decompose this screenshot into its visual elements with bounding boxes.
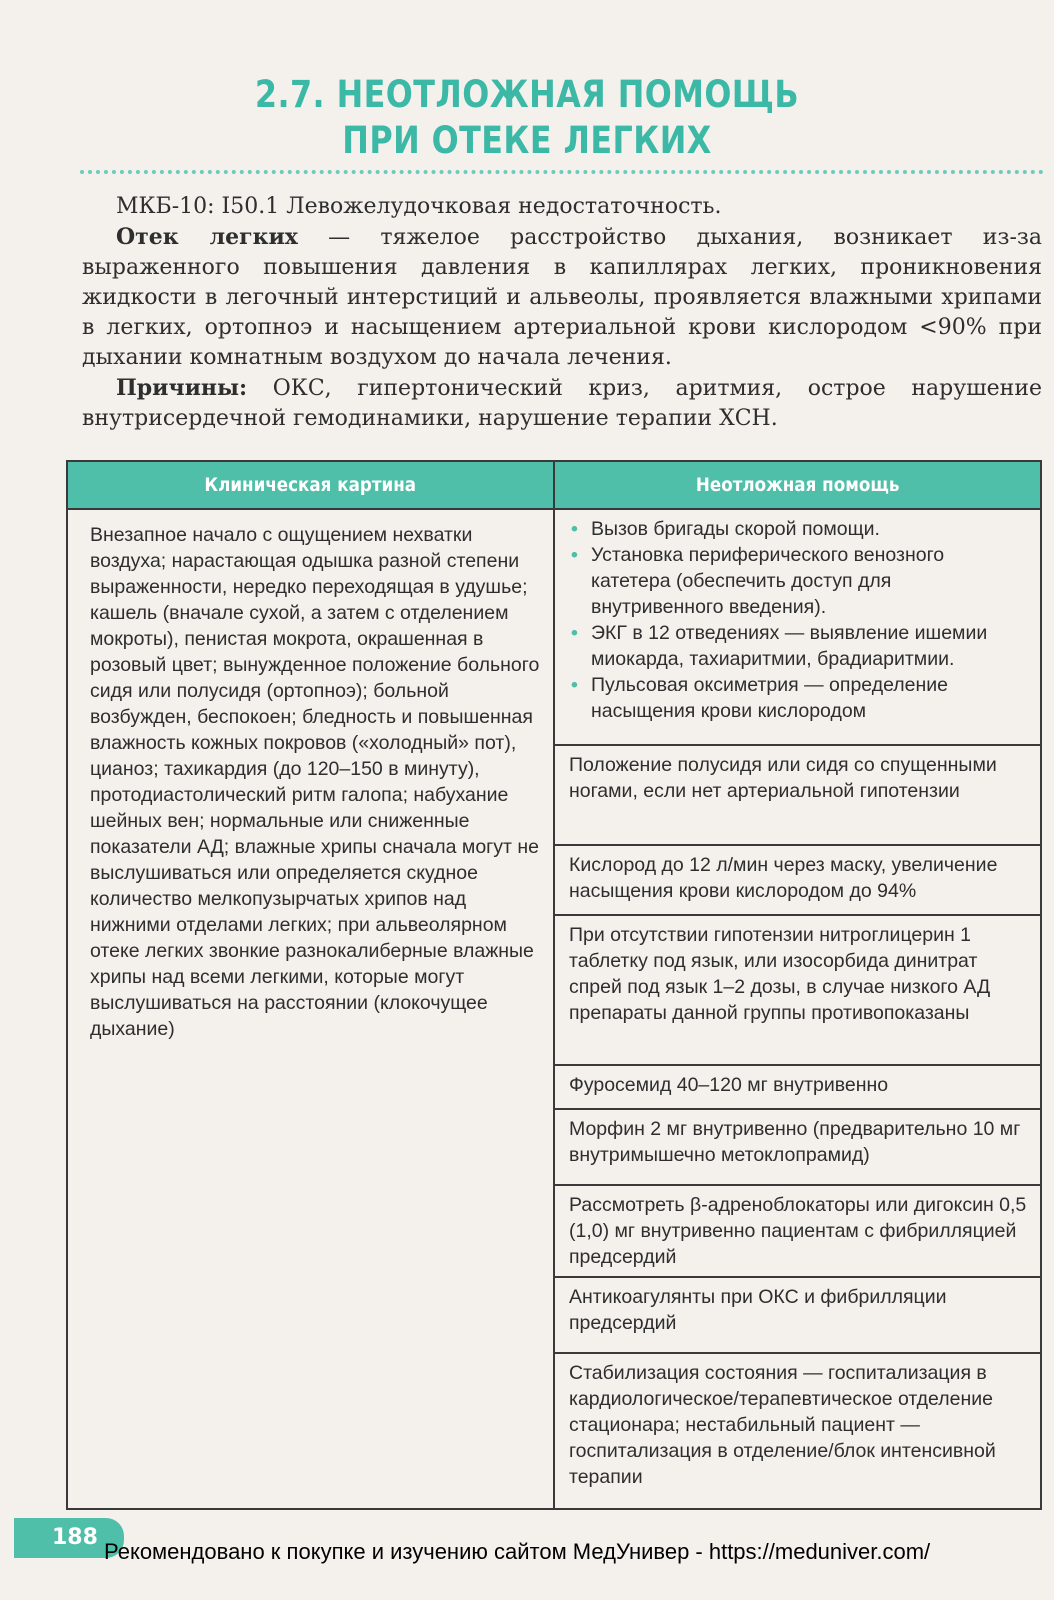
watermark-text: Рекомендовано к покупке и изучению сайтом МедУнивер - https://meduniver.com/ bbox=[104, 1539, 931, 1564]
definition-paragraph bbox=[82, 222, 1042, 373]
icd-code-paragraph: МКБ-10: I50.1 Левожелудочковая недостаточность. bbox=[116, 194, 722, 219]
section-title-line-1: 2.7. НЕОТЛОЖНАЯ ПОМОЩЬ bbox=[254, 73, 800, 116]
first-aid-row: Морфин 2 мг внутривенно (предварительно 10 мг внутримышечно метоклопрамид) bbox=[554, 1109, 1041, 1185]
first-aid-row: Положение полусидя или сидя со спущенными ногами, если нет артериальной гипотензии bbox=[554, 745, 1041, 845]
definition-text: — тяжелое расстройство дыхания, возникает из-за выраженного повышения давления в капиллярах легких, проникновения жидкости в легочный интерстиций и альвеолы, проявляется влажными хрипами в легких, ортопноэ и насыщением артериальной крови кислородом <90% при дыхании комнатным воздухом до начала лечения. bbox=[82, 225, 1043, 370]
section-title bbox=[74, 72, 980, 164]
first-aid-row: При отсутствии гипотензии нитроглицерин 1 таблетку под язык, или изосорбида динитрат спрей под язык 1–2 дозы, в случае низкого АД препараты данной группы противопоказаны bbox=[554, 915, 1041, 1065]
list-item: • ЭКГ в 12 отведениях — выявление ишемии миокарда, тахиаритмии, брадиаритмии. bbox=[569, 620, 1028, 672]
causes-paragraph bbox=[82, 373, 1042, 434]
clinical-picture-cell: Внезапное начало с ощущением нехватки воздуха; нарастающая одышка разной степени выраженности, нередко переходящая в удушье; кашель (вначале сухой, а затем с отделением мокроты), пенистая мокрота, окрашенная в розовый цвет; вынужденное положение больного сидя или полусидя (ортопноэ); больной возбужден, беспокоен; бледность и повышенная влажность кожных покровов («холодный» пот), цианоз; тахикардия (до 120–150 в минуту), протодиастолический ритм галопа; набухание шейных вен; нормальные или сниженные показатели АД; влажные хрипы сначала могут не выслушиваться или определяется скудное количество мелкопузырчатых хрипов над нижними отделами легких; при альвеолярном отеке легких звонкие разнокалиберные влажные хрипы над всеми легкими, которые могут выслушиваться на расстоянии (клокочущее дыхание) bbox=[67, 509, 554, 1509]
header-clinical-picture: Клиническая картина bbox=[67, 461, 554, 509]
first-aid-table bbox=[66, 460, 1042, 1510]
causes-term: Причины: bbox=[116, 375, 248, 401]
first-aid-row: Антикоагулянты при ОКС и фибрилляции предсердий bbox=[554, 1277, 1041, 1353]
first-aid-row: Рассмотреть β-адреноблокаторы или дигоксин 0,5 (1,0) мг внутривенно пациентам с фибрилляцией предсердий bbox=[554, 1185, 1041, 1277]
dotted-divider bbox=[80, 170, 1044, 174]
page-number: 188 bbox=[52, 1525, 98, 1550]
list-item: • Установка периферического венозного катетера (обеспечить доступ для внутривенного введения). bbox=[569, 542, 1028, 620]
first-aid-initial-steps bbox=[554, 509, 1041, 745]
causes-text: ОКС, гипертонический криз, аритмия, острое нарушение внутрисердечной гемодинамики, нарушение терапии ХСН. bbox=[82, 376, 1042, 431]
header-first-aid: Неотложная помощь bbox=[554, 461, 1041, 509]
intro-text bbox=[82, 192, 1042, 434]
list-item: • Вызов бригады скорой помощи. bbox=[569, 516, 1028, 542]
first-aid-row: Стабилизация состояния — госпитализация в кардиологическое/терапевтическое отделение стационара; нестабильный пациент — госпитализация в отделение/блок интенсивной терапии bbox=[554, 1353, 1041, 1509]
section-title-line-2: ПРИ ОТЕКЕ ЛЕГКИХ bbox=[342, 119, 712, 162]
definition-term: Отек легких bbox=[116, 224, 298, 250]
first-aid-row: Кислород до 12 л/мин через маску, увеличение насыщения крови кислородом до 94% bbox=[554, 845, 1041, 915]
first-aid-row: Фуросемид 40–120 мг внутривенно bbox=[554, 1065, 1041, 1109]
list-item: • Пульсовая оксиметрия — определение насыщения крови кислородом bbox=[569, 672, 1028, 724]
first-aid-bullet-list bbox=[569, 516, 1028, 724]
